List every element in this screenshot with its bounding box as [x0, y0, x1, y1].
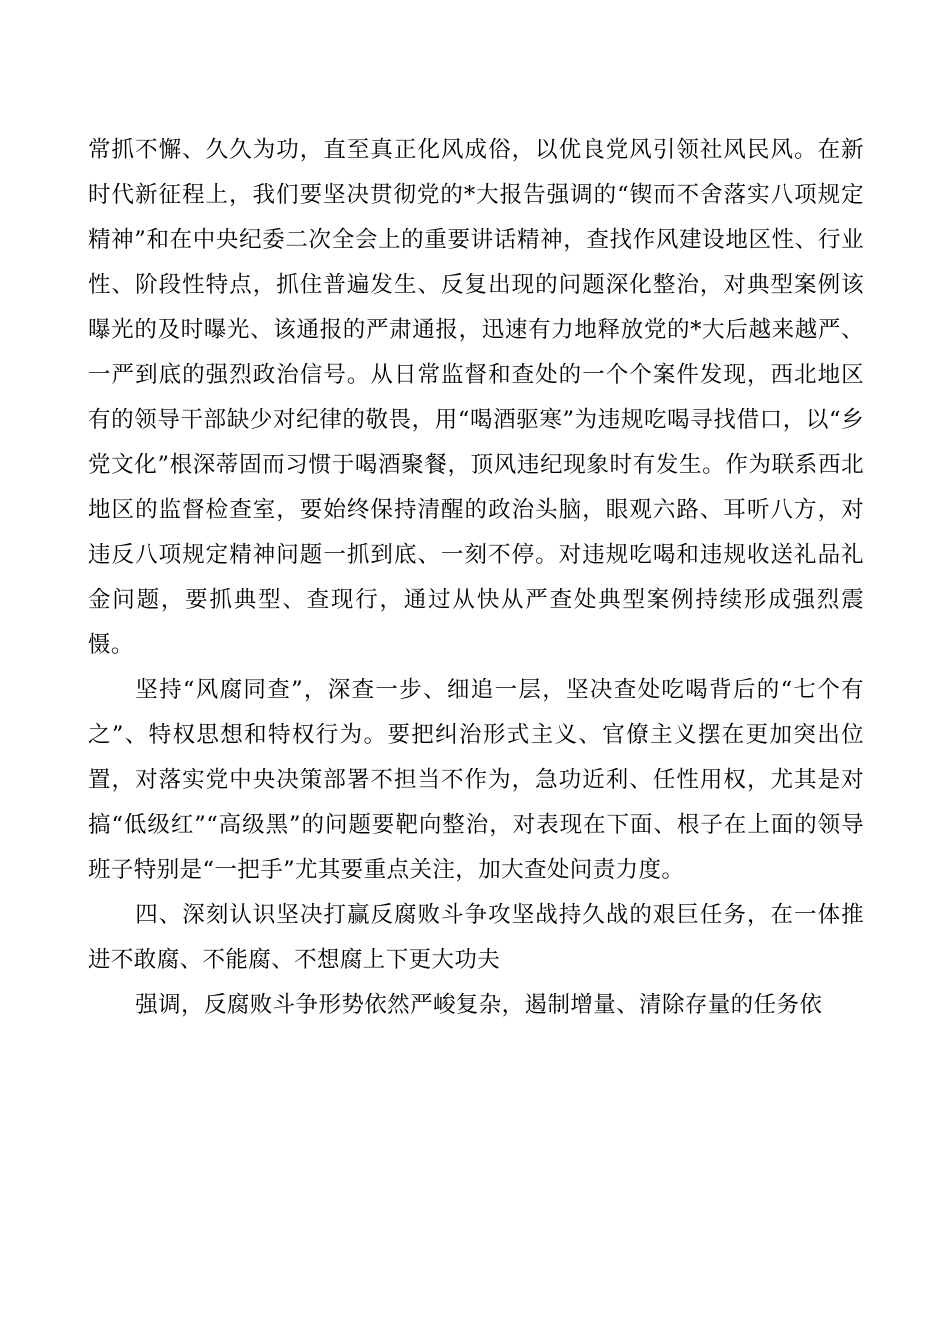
paragraph-1: 常抓不懈、久久为功，直至真正化风成俗，以优良党风引领社风民风。在新时代新征程上，我们要坚决贯彻党的*大报告强调的“锲而不舍落实八项规定精神”和在中央纪委二次全会上的重要讲话精神，查找作风建设地区性、行业性、阶段性特点，抓住普遍发生、反复出现的问题深化整治，对典型案例该曝光的及时曝光、该通报的严肃通报，迅速有力地释放党的*大后越来越严、一严到底的强烈政治信号。从日常监督和查处的一个个案件发现，西北地区有的领导干部缺少对纪律的敬畏，用“喝酒驱寒”为违规吃喝寻找借口，以“乡党文化”根深蒂固而习惯于喝酒聚餐，顶风违纪现象时有发生。作为联系西北地区的监督检查室，要始终保持清醒的政治头脑，眼观六路、耳听八方，对违反八项规定精神问题一抓到底、一刻不停。对违规吃喝和违规收送礼品礼金问题，要抓典型、查现行，通过从快从严查处典型案例持续形成强烈震慑。	[88, 137, 864, 658]
section-heading: 四、深刻认识坚决打赢反腐败斗争攻坚战持久战的艰巨任务，在一体推进不敢腐、不能腐、不想腐上下更大功夫	[88, 902, 864, 973]
document-page	[88, 128, 864, 1028]
paragraph-3: 强调，反腐败斗争形势依然严峻复杂，遏制增量、清除存量的任务依	[135, 992, 823, 1018]
paragraph-2: 坚持“风腐同查”，深查一步、细追一层，坚决查处吃喝背后的“七个有之”、特权思想和特权行为。要把纠治形式主义、官僚主义摆在更加突出位置，对落实党中央决策部署不担当不作为，急功近利、任性用权，尤其是对搞“低级红”“高级黑”的问题要靶向整治，对表现在下面、根子在上面的领导班子特别是“一把手”尤其要重点关注，加大查处问责力度。	[88, 677, 864, 883]
